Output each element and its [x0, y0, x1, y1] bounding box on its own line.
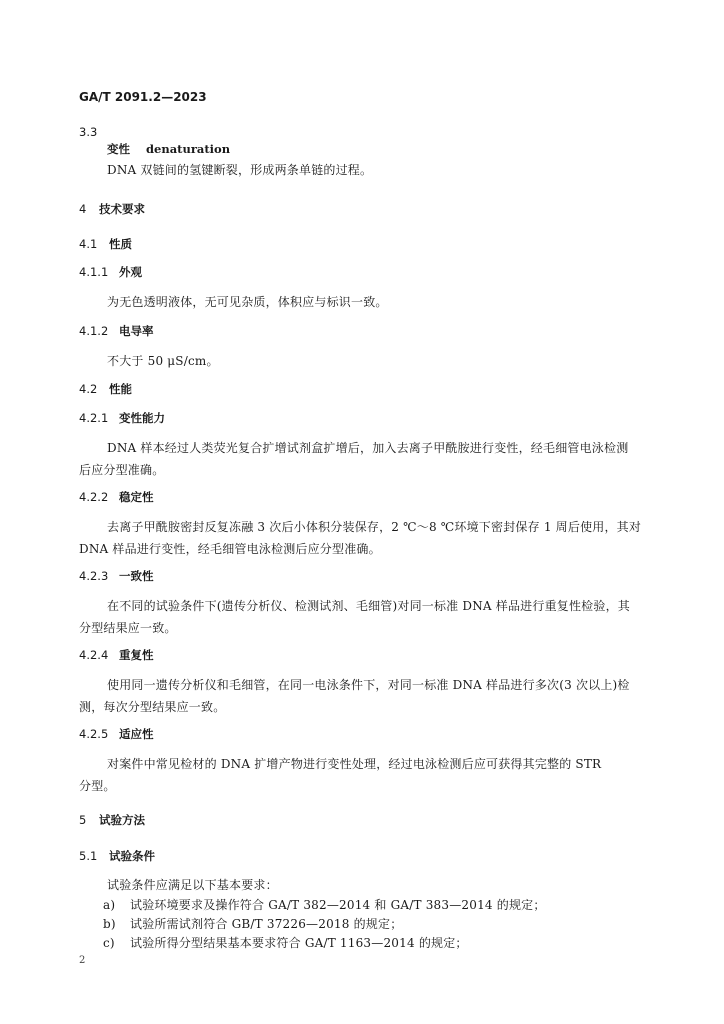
section-4-2-5-line1: 对案件中常见检材的 DNA 扩增产物进行变性处理，经过电泳检测后应可获得其完整的 STR	[107, 757, 602, 771]
section-4-1-2-text: 不大于 50 μS/cm。	[107, 354, 219, 368]
section-4-2-5-line2: 分型。	[79, 779, 116, 793]
section-number: 4.1	[79, 237, 98, 251]
section-4-2-2-heading	[79, 489, 154, 505]
section-4-2-4-line1: 使用同一遗传分析仪和毛细管，在同一电泳条件下，对同一标准 DNA 样品进行多次(3 次以上)检	[107, 678, 630, 692]
section-title: 试验方法	[99, 813, 145, 827]
standard-number: GA/T 2091.2—2023	[79, 90, 207, 104]
list-item-label: b)	[103, 917, 116, 931]
term-chinese: 变性	[107, 142, 130, 156]
section-title: 性质	[109, 237, 132, 251]
section-title: 变性能力	[119, 411, 165, 425]
section-number: 4.2	[79, 382, 98, 396]
section-4-2-2-line2: DNA 样品进行变性，经毛细管电泳检测后应分型准确。	[79, 542, 381, 556]
section-number: 4.2.4	[79, 648, 109, 662]
section-number: 5.1	[79, 849, 98, 863]
section-title: 性能	[109, 382, 132, 396]
section-4-2-1-line2: 后应分型准确。	[79, 463, 165, 477]
list-item	[103, 896, 546, 913]
section-4-2-4-line2: 测，每次分型结果应一致。	[79, 700, 226, 714]
section-title: 技术要求	[99, 202, 145, 216]
list-item-text: 试验所得分型结果基本要求符合 GA/T 1163—2014 的规定；	[130, 936, 468, 950]
term-number: 3.3	[79, 125, 98, 139]
section-4-1-1-heading	[79, 264, 142, 280]
section-number: 4	[79, 202, 87, 216]
section-4-1-2-heading	[79, 323, 154, 339]
section-number: 4.2.3	[79, 569, 109, 583]
section-4-2-heading	[79, 381, 132, 397]
section-4-2-5-heading	[79, 726, 154, 742]
section-title: 适应性	[119, 727, 154, 741]
section-title: 外观	[119, 265, 142, 279]
section-title: 重复性	[119, 648, 154, 662]
section-number: 4.2.2	[79, 490, 109, 504]
section-4-2-3-heading	[79, 568, 154, 584]
section-4-2-4-heading	[79, 647, 154, 663]
list-item	[103, 915, 402, 932]
section-number: 4.2.5	[79, 727, 109, 741]
section-title: 稳定性	[119, 490, 154, 504]
list-item-text: 试验环境要求及操作符合 GA/T 382—2014 和 GA/T 383—2014 的规定；	[130, 898, 546, 912]
term-english: denaturation	[146, 142, 231, 156]
list-item-text: 试验所需试剂符合 GB/T 37226—2018 的规定；	[130, 917, 403, 931]
section-title: 电导率	[119, 324, 154, 338]
list-item-label: a)	[103, 898, 116, 912]
section-5-1-intro: 试验条件应满足以下基本要求：	[107, 878, 278, 892]
section-number: 4.1.2	[79, 324, 109, 338]
list-item-label: c)	[103, 936, 115, 950]
section-4-1-heading	[79, 236, 132, 252]
section-4-2-3-line1: 在不同的试验条件下(遗传分析仪、检测试剂、毛细管)对同一标准 DNA 样品进行重复性检验，其	[107, 599, 630, 613]
section-title: 一致性	[119, 569, 154, 583]
page-number: 2	[79, 955, 86, 966]
term-heading	[107, 141, 230, 157]
section-4-2-3-line2: 分型结果应一致。	[79, 621, 177, 635]
section-5-1-heading	[79, 848, 155, 864]
section-4-2-1-heading	[79, 410, 165, 426]
section-4-heading	[79, 201, 145, 217]
section-number: 4.2.1	[79, 411, 109, 425]
list-item	[103, 934, 468, 951]
section-4-2-2-line1: 去离子甲酰胺密封反复冻融 3 次后小体积分装保存，2 ℃～8 ℃环境下密封保存 1 周后使用，其对	[107, 520, 642, 534]
section-5-heading	[79, 812, 145, 828]
section-number: 5	[79, 813, 87, 827]
section-number: 4.1.1	[79, 265, 109, 279]
term-definition: DNA 双链间的氢键断裂，形成两条单链的过程。	[107, 163, 373, 177]
section-title: 试验条件	[109, 849, 155, 863]
section-4-2-1-line1: DNA 样本经过人类荧光复合扩增试剂盒扩增后，加入去离子甲酰胺进行变性，经毛细管电泳检测	[107, 441, 629, 455]
section-4-1-1-text: 为无色透明液体，无可见杂质，体积应与标识一致。	[107, 295, 388, 309]
